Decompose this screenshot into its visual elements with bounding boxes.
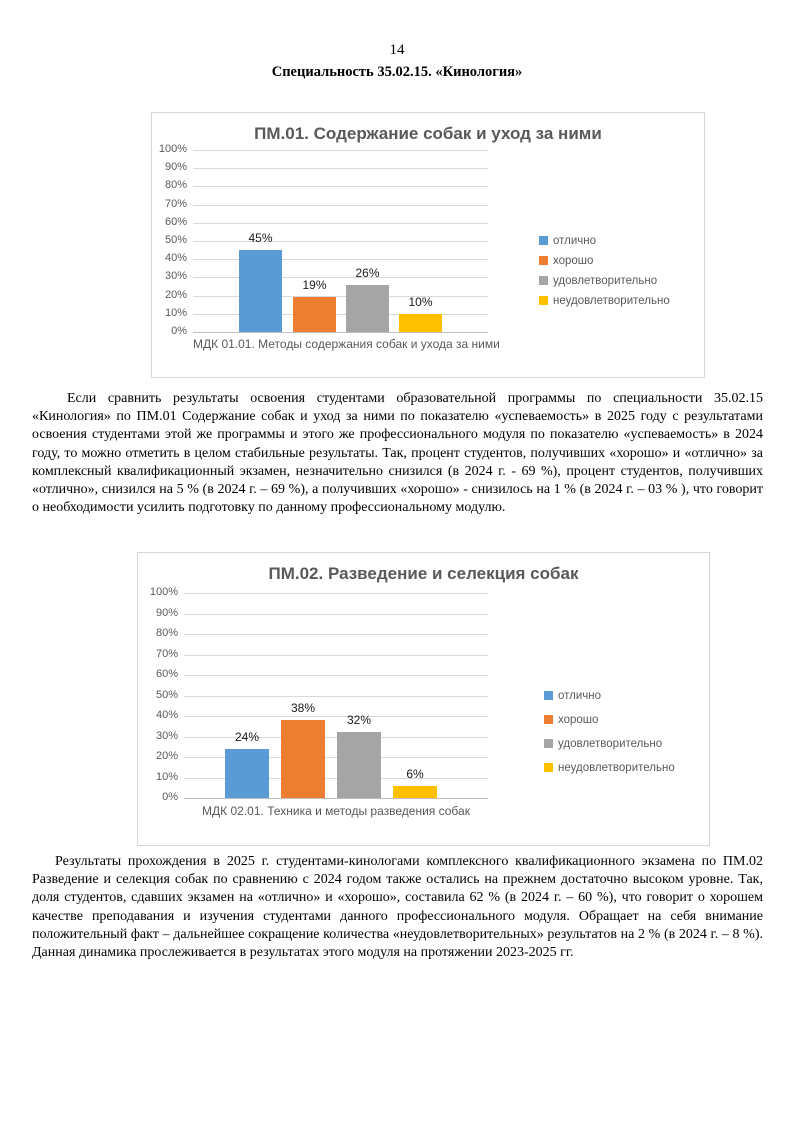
legend-item-neudovletvoritelno: [544, 761, 675, 774]
legend-label: удовлетворительно: [558, 737, 663, 750]
legend-swatch-gray: [539, 276, 548, 285]
legend-item-udovletvoritelno: [544, 737, 675, 750]
page-number: 14: [389, 42, 405, 58]
x-axis-line: [193, 332, 488, 333]
gridline: [184, 655, 488, 656]
y-axis-tick-label: 50%: [155, 688, 178, 701]
y-axis-tick-label: 0%: [162, 791, 178, 803]
bar-data-label: 10%: [408, 294, 433, 309]
gridline: [184, 634, 488, 635]
y-axis-tick-label: 0%: [171, 325, 187, 337]
y-axis-tick-label: 10%: [155, 770, 178, 783]
bar-отлично: [239, 250, 282, 332]
y-axis-tick-label: 90%: [155, 606, 178, 619]
chart-pm02-category-label: МДК 02.01. Техника и методы разведения собак: [202, 804, 470, 818]
chart-pm01-legend: [539, 234, 670, 314]
bar-удовлетворительно: [346, 285, 389, 332]
chart-pm01: [151, 112, 705, 378]
legend-swatch-yellow: [539, 296, 548, 305]
legend-swatch-orange: [544, 715, 553, 724]
bar-неудовлетворительно: [399, 314, 442, 332]
legend-label: неудовлетворительно: [553, 294, 670, 307]
legend-label: отлично: [553, 234, 597, 247]
bar-data-label: 19%: [302, 278, 327, 293]
y-axis-tick-label: 40%: [164, 252, 187, 265]
gridline: [193, 205, 488, 206]
legend-swatch-gray: [544, 739, 553, 748]
gridline: [184, 675, 488, 676]
legend-swatch-blue: [544, 691, 553, 700]
y-axis-tick-label: 80%: [155, 627, 178, 639]
legend-item-udovletvoritelno: [539, 274, 670, 287]
y-axis-tick-label: 70%: [164, 197, 187, 210]
legend-swatch-blue: [539, 236, 548, 245]
bar-data-label: 26%: [355, 265, 380, 280]
legend-swatch-orange: [539, 256, 548, 265]
y-axis-tick-label: 90%: [164, 161, 187, 174]
legend-label: удовлетворительно: [553, 274, 658, 287]
y-axis-tick-label: 30%: [155, 729, 178, 742]
bar-data-label: 24%: [234, 729, 260, 744]
y-axis-tick-label: 60%: [164, 215, 187, 228]
gridline: [184, 696, 488, 697]
legend-item-otlichno: [544, 689, 675, 702]
paragraph-pm01-analysis: Если сравнить результаты освоения студентами образовательной программы по специальности 35.02.15 «Кинология» по ПМ.01 Содержание собак и уход за ними по показателю «успеваемость» в 2025 году с результатами освоения студентами этой же программы и этого же профессионального модуля по показателю «успеваемость» в 2024 году, то можно отметить в целом стабильные результаты. Так, процент студентов, получивших «хорошо» и «отлично» за комплексный квалификационный экзамен, незначительно снизился (в 2024 г. - 69 %), процент студентов, получивших «отлично», снизился на 5 % (в 2024 г. – 69 %), а получивших «хорошо» - снизилось на 1 % (в 2024 г. – 03 % ), что говорит о необходимости усилить подготовку по данному профессиональному модулю.: [32, 391, 763, 516]
x-axis-line: [184, 798, 488, 799]
legend-label: хорошо: [553, 254, 594, 267]
chart-pm01-category-label: МДК 01.01. Методы содержания собак и ухода за ними: [193, 337, 500, 351]
bar-удовлетворительно: [337, 732, 381, 798]
legend-item-horosho: [539, 254, 670, 267]
bar-data-label: 32%: [346, 713, 372, 728]
chart-pm02-title: ПМ.02. Разведение и селекция собак: [268, 564, 579, 583]
gridline: [193, 259, 488, 260]
gridline: [193, 186, 488, 187]
document-heading: Специальность 35.02.15. «Кинология»: [271, 64, 523, 80]
y-axis-tick-label: 60%: [155, 668, 178, 680]
bar-data-label: 45%: [248, 231, 273, 246]
gridline: [193, 150, 488, 151]
bar-data-label: 6%: [406, 766, 424, 781]
bar-неудовлетворительно: [393, 786, 437, 798]
legend-item-neudovletvoritelno: [539, 294, 670, 307]
y-axis-tick-label: 30%: [164, 270, 187, 283]
y-axis-tick-label: 40%: [155, 709, 178, 721]
legend-label: неудовлетворительно: [558, 761, 675, 774]
legend-label: отлично: [558, 689, 602, 702]
y-axis-tick-label: 100%: [158, 143, 187, 155]
y-axis-tick-label: 100%: [149, 586, 178, 598]
bar-data-label: 38%: [290, 701, 316, 716]
y-axis-tick-label: 10%: [164, 306, 187, 319]
gridline: [184, 614, 488, 615]
legend-label: хорошо: [558, 713, 599, 726]
gridline: [193, 314, 488, 315]
chart-pm01-title: ПМ.01. Содержание собак и уход за ними: [254, 124, 602, 143]
bar-хорошо: [293, 297, 336, 332]
y-axis-tick-label: 70%: [155, 647, 178, 660]
chart-pm02: [137, 552, 710, 846]
gridline: [193, 168, 488, 169]
bar-отлично: [225, 749, 269, 798]
y-axis-tick-label: 80%: [164, 179, 187, 192]
gridline: [184, 593, 488, 594]
y-axis-tick-label: 20%: [164, 288, 187, 301]
chart-pm02-legend: [544, 689, 675, 785]
legend-swatch-yellow: [544, 763, 553, 772]
legend-item-otlichno: [539, 234, 670, 247]
bar-хорошо: [281, 720, 325, 798]
y-axis-tick-label: 20%: [155, 750, 178, 762]
y-axis-tick-label: 50%: [164, 234, 187, 246]
legend-item-horosho: [544, 713, 675, 726]
paragraph-pm02-analysis: Результаты прохождения в 2025 г. студентами-кинологами комплексного квалификационного экзамена по ПМ.02 Разведение и селекция собак по сравнению с 2024 годом также остались на прежнем достаточно высоком уровне. Так, доля студентов, сдавших экзамен на «отлично» и «хорошо», составила 62 % (в 2024 г. – 60 %), что говорит о хорошем качестве преподавания и изучения студентами данного профессионального модуля. Обращает на себя внимание положительный факт – дальнейшее сокращение количества «неудовлетворительных» результатов на 2 % (в 2024 г. – 8 %). Данная динамика прослеживается в результатах этого модуля на протяжении 2023-2025 гг.: [32, 854, 763, 961]
gridline: [193, 223, 488, 224]
